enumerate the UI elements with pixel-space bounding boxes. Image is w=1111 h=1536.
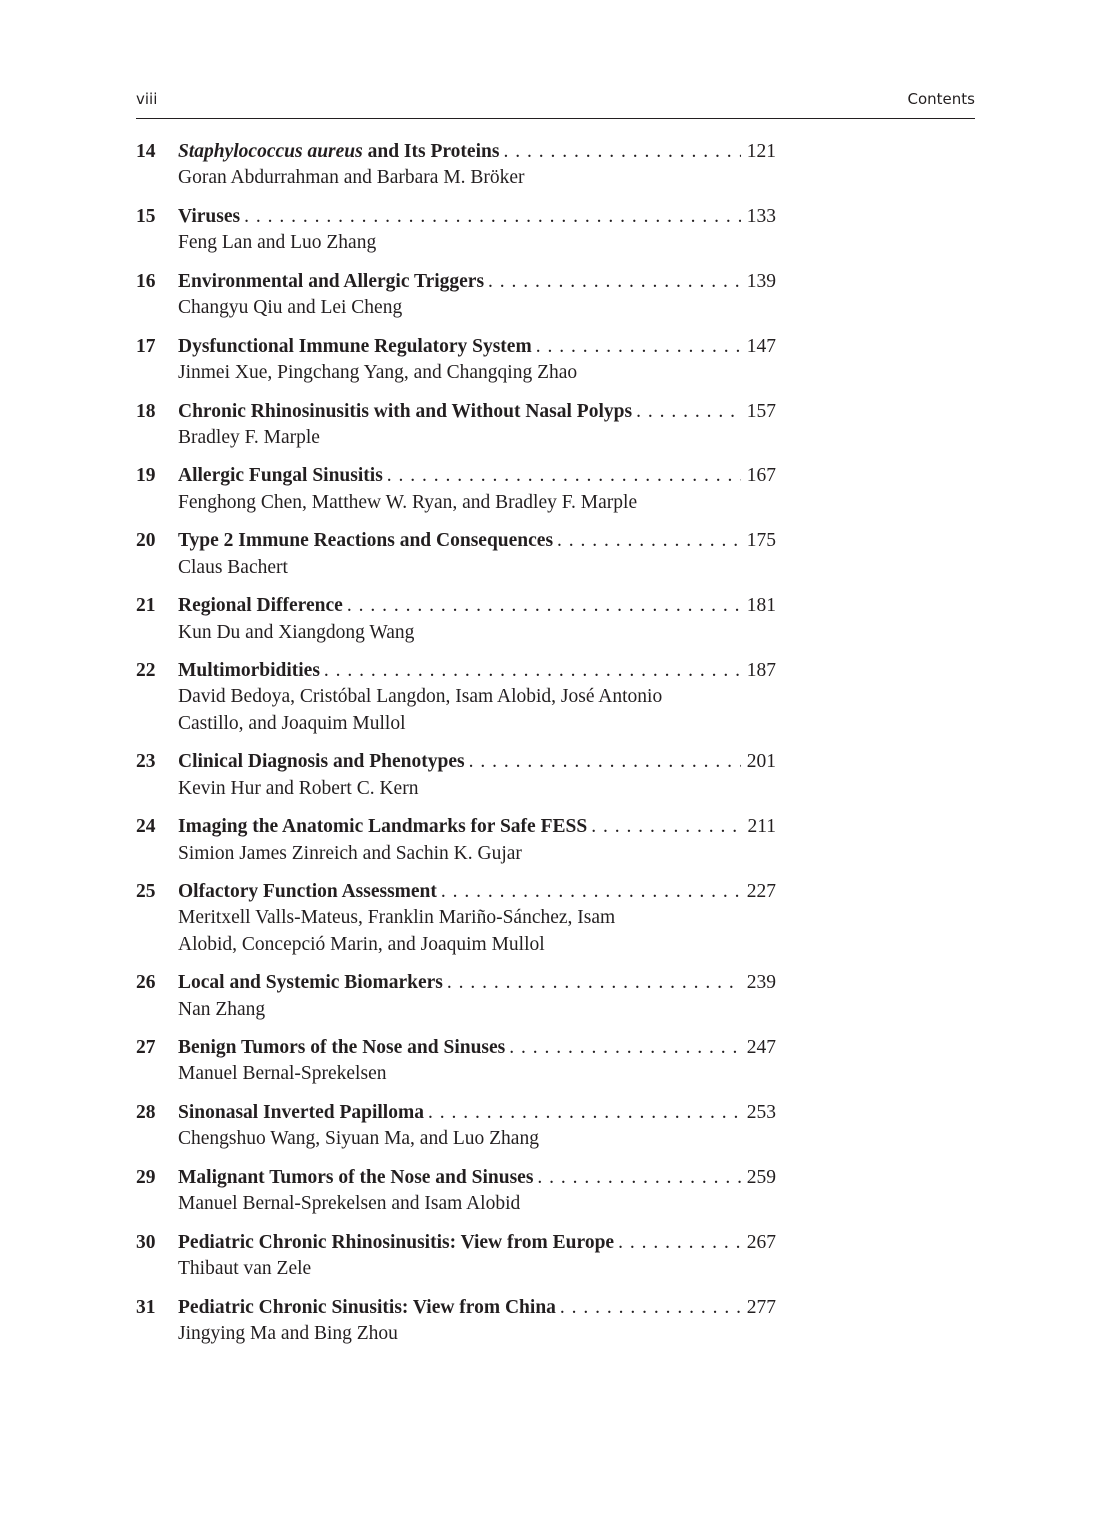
chapter-page-number[interactable]: 187 xyxy=(746,660,776,682)
toc-entry[interactable] xyxy=(136,658,776,737)
toc-entry[interactable] xyxy=(136,970,776,1023)
chapter-title-text: and Its Proteins xyxy=(362,141,500,162)
chapter-title[interactable]: Sinonasal Inverted Papilloma xyxy=(178,1102,424,1124)
toc-entry[interactable] xyxy=(136,879,776,958)
chapter-authors: Simion James Zinreich and Sachin K. Gujar xyxy=(178,842,522,864)
chapter-title[interactable]: Pediatric Chronic Rhinosinusitis: View from Europe xyxy=(178,1231,615,1253)
dot-leader xyxy=(556,1295,741,1321)
chapter-page-number[interactable]: 147 xyxy=(746,335,776,357)
chapter-page-number[interactable]: 157 xyxy=(746,400,776,422)
chapter-title-line xyxy=(178,593,776,619)
chapter-page-number[interactable]: 227 xyxy=(746,881,776,903)
chapter-page-number[interactable]: 201 xyxy=(746,751,776,773)
chapter-number: 14 xyxy=(136,141,156,162)
chapter-title[interactable]: Dysfunctional Immune Regulatory System xyxy=(178,335,532,357)
chapter-authors: Changyu Qiu and Lei Cheng xyxy=(178,297,403,319)
toc-entry[interactable] xyxy=(136,1035,776,1088)
chapter-number: 27 xyxy=(136,1037,156,1059)
chapter-authors: Chengshuo Wang, Siyuan Ma, and Luo Zhang xyxy=(178,1128,539,1150)
dot-leader xyxy=(614,1230,741,1256)
chapter-page-number[interactable]: 259 xyxy=(746,1166,776,1188)
chapter-title-line xyxy=(178,658,776,684)
chapter-page-number[interactable]: 167 xyxy=(746,465,776,487)
chapter-title[interactable]: Regional Difference xyxy=(178,595,343,617)
chapter-authors: Jinmei Xue, Pingchang Yang, and Changqing Zhao xyxy=(178,361,578,383)
chapter-title-line xyxy=(178,970,776,996)
dot-leader xyxy=(443,970,741,996)
chapter-number: 17 xyxy=(136,335,156,357)
chapter-title-line xyxy=(178,463,776,489)
chapter-authors: Thibaut van Zele xyxy=(178,1258,312,1280)
chapter-title-line xyxy=(178,204,776,230)
dot-leader xyxy=(320,658,741,684)
chapter-authors: Feng Lan and Luo Zhang xyxy=(178,232,377,254)
chapter-title[interactable]: Pediatric Chronic Sinusitis: View from China xyxy=(178,1296,556,1318)
chapter-number: 24 xyxy=(136,816,156,838)
chapter-page-number[interactable]: 121 xyxy=(746,141,776,162)
toc-entry[interactable] xyxy=(136,593,776,646)
toc-entry[interactable] xyxy=(136,334,776,387)
chapter-page-number[interactable]: 247 xyxy=(746,1037,776,1059)
chapter-title[interactable]: Viruses xyxy=(178,205,241,227)
chapter-title[interactable]: Chronic Rhinosinusitis with and Without Nasal Polyps xyxy=(178,400,633,422)
section-title: Contents xyxy=(907,90,975,108)
running-head xyxy=(136,90,975,112)
dot-leader xyxy=(437,879,741,905)
chapter-page-number[interactable]: 239 xyxy=(746,972,776,994)
chapter-authors: Alobid, Concepció Marin, and Joaquim Mullol xyxy=(178,933,545,955)
chapter-title-italic: Staphylococcus aureus xyxy=(178,141,363,162)
dot-leader xyxy=(533,1165,740,1191)
chapter-title-line xyxy=(178,814,776,840)
chapter-page-number[interactable]: 267 xyxy=(746,1231,776,1253)
chapter-number: 15 xyxy=(136,205,156,227)
toc-entry[interactable] xyxy=(136,814,776,867)
chapter-title-line xyxy=(178,399,776,425)
chapter-title[interactable]: Environmental and Allergic Triggers xyxy=(178,270,485,292)
chapter-number: 25 xyxy=(136,881,156,903)
chapter-number: 23 xyxy=(136,751,156,773)
dot-leader xyxy=(632,399,741,425)
chapter-title-line xyxy=(178,1230,776,1256)
chapter-authors: Claus Bachert xyxy=(178,556,288,578)
chapter-title-line xyxy=(178,1295,776,1321)
toc-entry[interactable] xyxy=(136,204,776,257)
chapter-number: 19 xyxy=(136,465,156,487)
chapter-title[interactable]: Imaging the Anatomic Landmarks for Safe FESS xyxy=(178,816,588,838)
chapter-title[interactable]: Malignant Tumors of the Nose and Sinuses xyxy=(178,1166,534,1188)
chapter-title[interactable]: Clinical Diagnosis and Phenotypes xyxy=(178,751,465,773)
chapter-number: 18 xyxy=(136,400,156,422)
chapter-authors: Manuel Bernal-Sprekelsen xyxy=(178,1063,387,1085)
toc-entry[interactable] xyxy=(136,269,776,322)
chapter-authors: Nan Zhang xyxy=(178,998,266,1020)
chapter-title-line xyxy=(178,1165,776,1191)
chapter-page-number[interactable]: 211 xyxy=(747,816,776,838)
chapter-title-line xyxy=(178,139,776,165)
page-number: viii xyxy=(136,90,158,108)
dot-leader xyxy=(587,814,741,840)
chapter-authors: David Bedoya, Cristóbal Langdon, Isam Alobid, José Antonio xyxy=(178,686,663,708)
toc-entry[interactable] xyxy=(136,1165,776,1218)
chapter-page-number[interactable]: 277 xyxy=(746,1296,776,1318)
toc-entry[interactable] xyxy=(136,139,776,192)
chapter-title-line xyxy=(178,269,776,295)
chapter-authors: Bradley F. Marple xyxy=(178,426,320,448)
dot-leader xyxy=(465,749,741,775)
dot-leader xyxy=(553,528,741,554)
dot-leader xyxy=(424,1100,741,1126)
header-rule xyxy=(136,118,975,119)
chapter-authors: Goran Abdurrahman and Barbara M. Bröker xyxy=(178,167,525,189)
dot-leader xyxy=(343,593,741,619)
dot-leader xyxy=(383,463,741,489)
table-of-contents xyxy=(136,139,776,1360)
dot-leader xyxy=(499,139,740,165)
chapter-page-number[interactable]: 133 xyxy=(746,205,776,227)
dot-leader xyxy=(240,204,741,230)
dot-leader xyxy=(505,1035,740,1061)
chapter-authors: Kun Du and Xiangdong Wang xyxy=(178,621,415,643)
chapter-page-number[interactable]: 139 xyxy=(746,270,776,292)
toc-entry[interactable] xyxy=(136,463,776,516)
chapter-title[interactable]: Type 2 Immune Reactions and Consequences xyxy=(178,530,554,552)
chapter-title[interactable]: Multimorbidities xyxy=(178,660,320,682)
chapter-number: 28 xyxy=(136,1102,156,1124)
toc-entry[interactable] xyxy=(136,1295,776,1348)
chapter-authors: Kevin Hur and Robert C. Kern xyxy=(178,777,419,799)
chapter-number: 26 xyxy=(136,972,156,994)
chapter-number: 30 xyxy=(136,1231,156,1253)
chapter-authors: Fenghong Chen, Matthew W. Ryan, and Bradley F. Marple xyxy=(178,491,638,513)
chapter-number: 31 xyxy=(136,1296,156,1318)
chapter-title-line xyxy=(178,528,776,554)
chapter-number: 29 xyxy=(136,1166,156,1188)
chapter-number: 16 xyxy=(136,270,156,292)
toc-entry[interactable] xyxy=(136,749,776,802)
dot-leader xyxy=(484,269,741,295)
toc-entry[interactable] xyxy=(136,1100,776,1153)
chapter-number: 21 xyxy=(136,595,156,617)
chapter-page-number[interactable]: 175 xyxy=(746,530,776,552)
chapter-title-line xyxy=(178,749,776,775)
chapter-title[interactable]: Local and Systemic Biomarkers xyxy=(178,972,443,994)
chapter-title-line xyxy=(178,1100,776,1126)
chapter-number: 22 xyxy=(136,660,156,682)
chapter-authors: Jingying Ma and Bing Zhou xyxy=(178,1323,398,1345)
toc-entry[interactable] xyxy=(136,1230,776,1283)
chapter-page-number[interactable]: 181 xyxy=(746,595,776,617)
chapter-number: 20 xyxy=(136,530,156,552)
chapter-authors: Manuel Bernal-Sprekelsen and Isam Alobid xyxy=(178,1193,521,1215)
chapter-title-line xyxy=(178,1035,776,1061)
chapter-title-line xyxy=(178,334,776,360)
toc-entry[interactable] xyxy=(136,528,776,581)
chapter-title[interactable]: Allergic Fungal Sinusitis xyxy=(178,465,383,487)
chapter-title[interactable] xyxy=(178,139,499,165)
chapter-title[interactable]: Olfactory Function Assessment xyxy=(178,881,437,903)
chapter-authors: Meritxell Valls-Mateus, Franklin Mariño-Sánchez, Isam xyxy=(178,907,616,929)
chapter-page-number[interactable]: 253 xyxy=(746,1102,776,1124)
chapter-title-line xyxy=(178,879,776,905)
chapter-title[interactable]: Benign Tumors of the Nose and Sinuses xyxy=(178,1037,506,1059)
dot-leader xyxy=(532,334,741,360)
toc-entry[interactable] xyxy=(136,399,776,452)
chapter-authors: Castillo, and Joaquim Mullol xyxy=(178,712,406,734)
